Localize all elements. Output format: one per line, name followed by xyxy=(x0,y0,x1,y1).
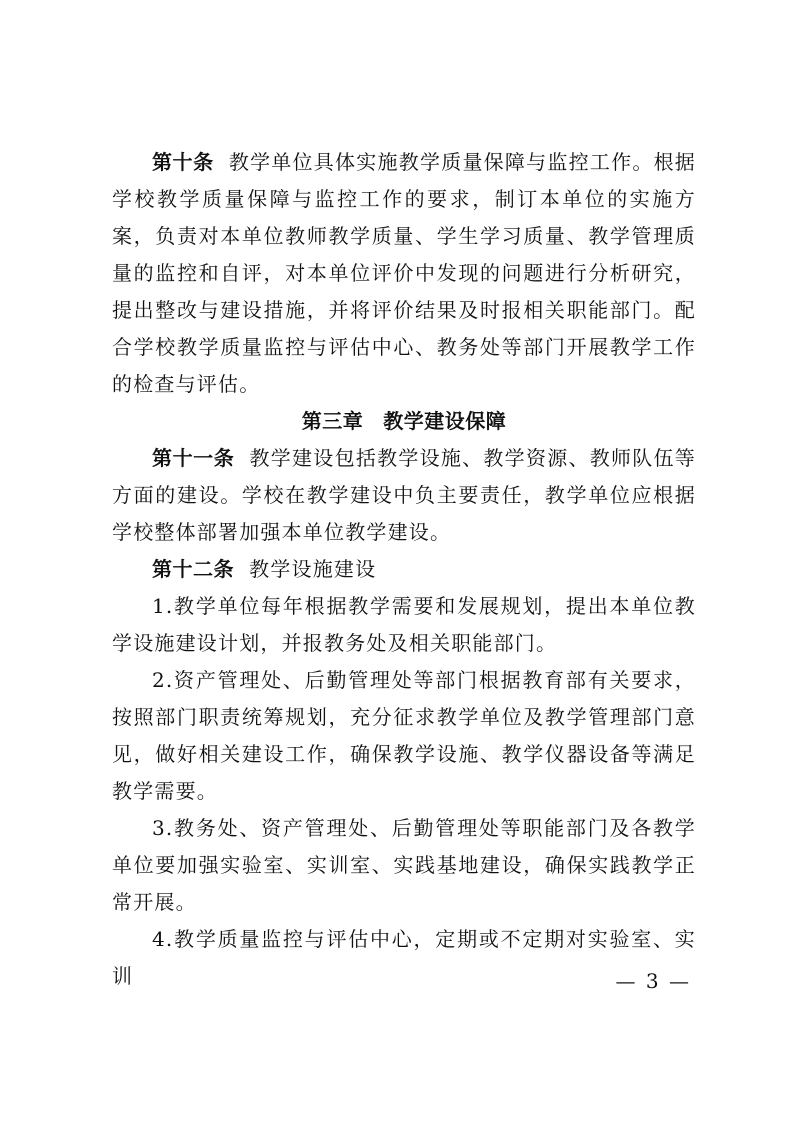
article-11-paragraph xyxy=(112,440,696,551)
document-body xyxy=(112,144,696,995)
article-10-label: 第十条 xyxy=(152,150,214,174)
article-10-text: 教学单位具体实施教学质量保障与监控工作。根据学校教学质量保障与监控工作的要求，制订本单位的实施方案，负责对本单位教师教学质量、学生学习质量、教学管理质量的监控和自评，对本单位评价中发现的问题进行分析研究，提出整改与建设措施，并将评价结果及时报相关职能部门。配合学校教学质量监控与评估中心、教务处等部门开展教学工作的检查与评估。 xyxy=(112,150,697,396)
chapter-3-heading xyxy=(112,403,696,440)
article-12-text: 教学设施建设 xyxy=(249,557,377,581)
article-10-paragraph xyxy=(112,144,696,403)
article-12-label: 第十二条 xyxy=(152,557,234,581)
article-12-paragraph xyxy=(112,551,696,588)
article-11-label: 第十一条 xyxy=(152,446,235,470)
article-12-item-1: 1.教学单位每年根据教学需要和发展规划，提出本单位教学设施建设计划，并报教务处及相关职能部门。 xyxy=(112,594,696,655)
chapter-3-title: 教学建设保障 xyxy=(383,409,507,433)
article-11-text: 教学建设包括教学设施、教学资源、教师队伍等方面的建设。学校在教学建设中负主要责任，教学单位应根据学校整体部署加强本单位教学建设。 xyxy=(112,446,697,544)
article-12-item-3: 3.教务处、资产管理处、后勤管理处等职能部门及各教学单位要加强实验室、实训室、实践基地建设，确保实践教学正常开展。 xyxy=(112,816,696,914)
page-number: — 3 — xyxy=(615,969,691,993)
chapter-3-number: 第三章 xyxy=(301,409,364,433)
article-12-item-2: 2.资产管理处、后勤管理处等部门根据教育部有关要求，按照部门职责统筹规划，充分征求教学单位及教学管理部门意见，做好相关建设工作，确保教学设施、教学仪器设备等满足教学需要。 xyxy=(112,668,696,803)
article-12-item-4: 4.教学质量监控与评估中心，定期或不定期对实验室、实训 xyxy=(112,927,696,988)
